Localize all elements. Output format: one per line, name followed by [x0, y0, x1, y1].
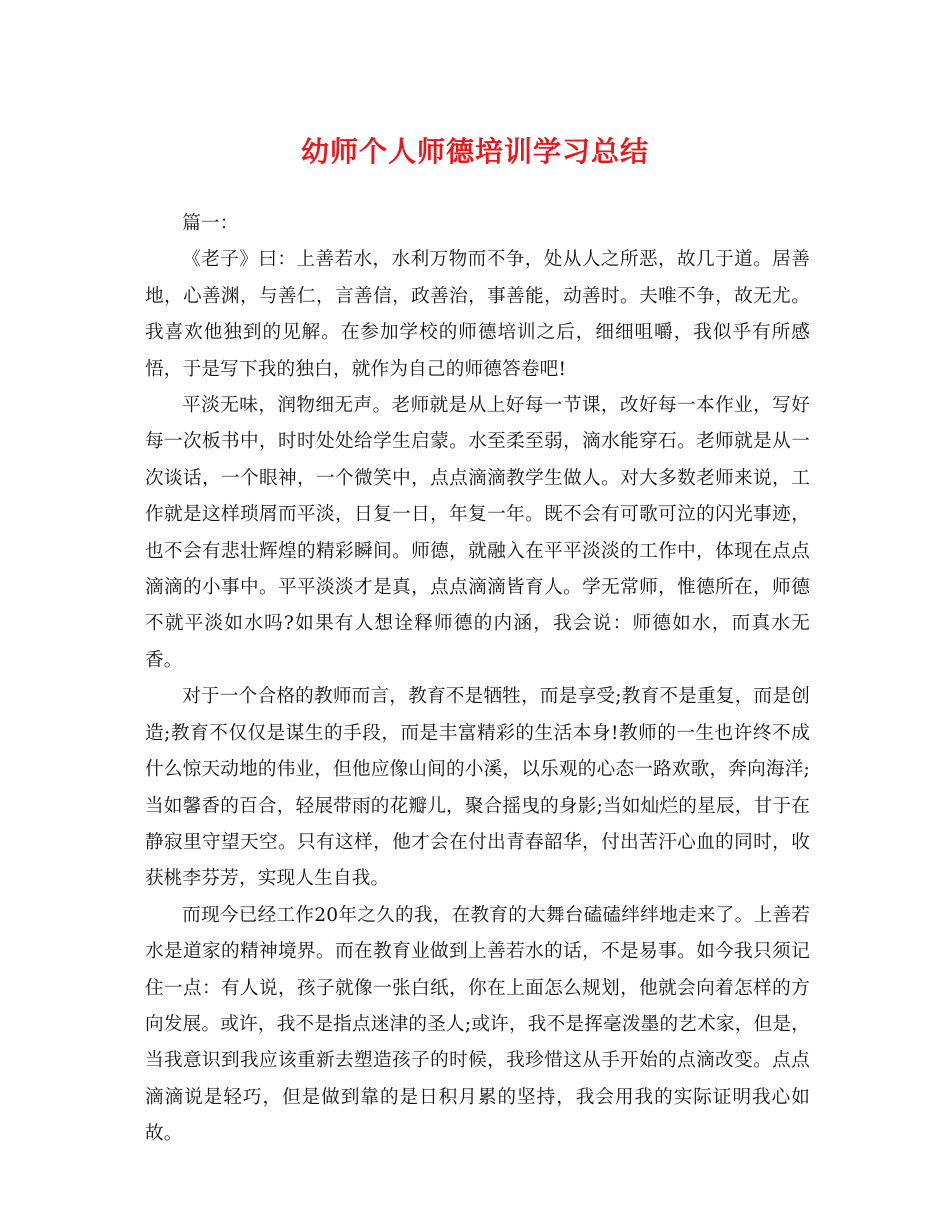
paragraph-2: 平淡无味，润物细无声。老师就是从上好每一节课，改好每一本作业，写好每一次板书中，时时处处给学生启蒙。水至柔至弱，滴水能穿石。老师就是从一次谈话，一个眼神，一个微笑中，点点滴滴教学生做人。对大多数老师来说，工作就是这样琐屑而平淡，日复一日，年复一年。既不会有可歌可泣的闪光事迹，也不会有悲壮辉煌的精彩瞬间。师德，就融入在平平淡淡的工作中，体现在点点滴滴的小事中。平平淡淡才是真，点点滴滴皆育人。学无常师，惟德所在，师德不就平淡如水吗?如果有人想诠释师德的内涵，我会说：师德如水，而真水无香。 — [145, 395, 810, 671]
paragraph-1: 《老子》曰：上善若水，水利万物而不争，处从人之所恶，故几于道。居善地，心善渊，与善仁，言善信，政善治，事善能，动善时。夫唯不争，故无尤。我喜欢他独到的见解。在参加学校的师德培训之后，细细咀嚼，我似乎有所感悟，于是写下我的独白，就作为自己的师德答卷吧! — [145, 249, 810, 380]
paragraph-4: 而现今已经工作20年之久的我，在教育的大舞台磕磕绊绊地走来了。上善若水是道家的精神境界。而在教育业做到上善若水的话，不是易事。如今我只须记住一点：有人说，孩子就像一张白纸，你在上面怎么规划，他就会向着怎样的方向发展。或许，我不是指点迷津的圣人;或许，我不是挥毫泼墨的艺术家，但是，当我意识到我应该重新去塑造孩子的时候，我珍惜这从手开始的点滴改变。点点滴滴说是轻巧，但是做到靠的是日积月累的坚持，我会用我的实际证明我心如故。 — [145, 904, 810, 1145]
document-body — [145, 206, 810, 1153]
section-label: 篇一： — [182, 213, 239, 234]
paragraph-3: 对于一个合格的教师而言，教育不是牺牲，而是享受;教育不是重复，而是创造;教育不仅仅是谋生的手段，而是丰富精彩的生活本身!教师的一生也许终不成什么惊天动地的伟业，但他应像山间的小溪，以乐观的心态一路欢歌，奔向海洋;当如馨香的百合，轻展带雨的花瓣儿，聚合摇曳的身影;当如灿烂的星辰，甘于在静寂里守望天空。只有这样，他才会在付出青春韶华，付出苦汗心血的同时，收获桃李芬芳，实现人生自我。 — [145, 686, 810, 890]
document-title: 幼师个人师德培训学习总结 — [300, 135, 649, 168]
